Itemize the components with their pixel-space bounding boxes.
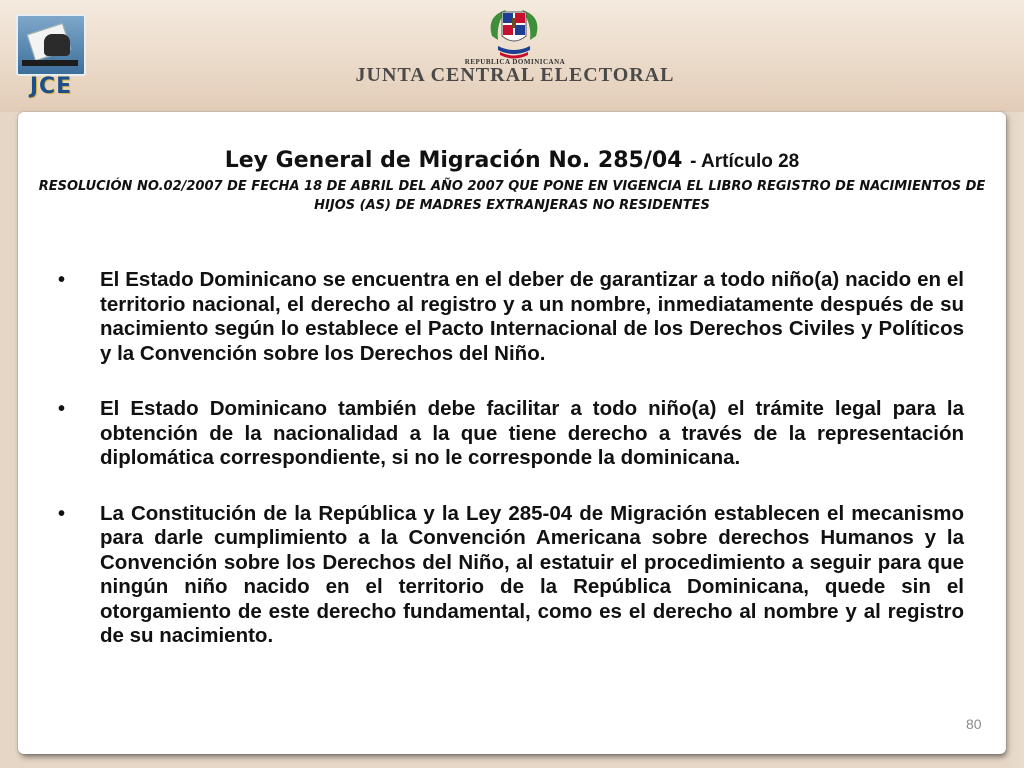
bullet-dot-icon: • bbox=[58, 502, 66, 525]
organization-name: JUNTA CENTRAL ELECTORAL bbox=[355, 64, 675, 86]
bullet-list bbox=[52, 268, 964, 680]
bullet-dot-icon: • bbox=[58, 398, 66, 420]
slide-edge-shadow bbox=[1002, 112, 1024, 768]
page-number: 80 bbox=[966, 716, 982, 732]
bullet-item bbox=[52, 268, 964, 366]
ballot-slot bbox=[22, 60, 78, 66]
bullet-text: La Constitución de la República y la Ley 285-04 de Migración establecen el mecanismo para darle cumplimiento a la Convención Americana sobre derechos Humanos y la Convención sobre los Derechos del Niño, al estatuir el procedimiento a seguir para que ningún niño nacido en el territorio de la República Dominicana, quede sin el otorgamiento de este derecho fundamental, como es el derecho al nombre y al registro de su nacimiento. bbox=[100, 501, 964, 647]
title-main: Ley General de Migración No. 285/04 bbox=[224, 148, 683, 173]
slide-title bbox=[20, 148, 1004, 173]
logo-text: JCE bbox=[29, 74, 73, 99]
bullet-text: El Estado Dominicano se encuentra en el deber de garantizar a todo niño(a) nacido en el territorio nacional, el derecho al registro y a un nombre, inmediatamente después de su nacimiento según lo establece el Pacto Internacional de los Derechos Civiles y Políticos y la Convención sobre los Derechos del Niño. bbox=[100, 268, 964, 365]
title-suffix: - Artículo 28 bbox=[690, 151, 800, 172]
hand-icon bbox=[44, 34, 70, 56]
coat-of-arms-icon bbox=[484, 6, 544, 60]
bullet-text: El Estado Dominicano también debe facilitar a todo niño(a) el trámite legal para la obtención de la nacionalidad a la que tiene derecho a través de la representación diplomática correspondiente, si no le corresponde la dominicana. bbox=[100, 397, 964, 469]
country-name: REPUBLICA DOMINICANA bbox=[464, 58, 566, 66]
title-block bbox=[20, 148, 1004, 215]
jce-logo bbox=[14, 10, 88, 100]
resolution-subtitle: RESOLUCIÓN NO.02/2007 DE FECHA 18 DE ABRIL DEL AÑO 2007 QUE PONE EN VIGENCIA EL LIBRO REGISTRO DE NACIMIENTOS DE HIJOS (AS) DE MADRES EXTRANJERAS NO RESIDENTES bbox=[38, 179, 986, 213]
bullet-item bbox=[52, 397, 964, 471]
bullet-item bbox=[52, 502, 964, 649]
bullet-dot-icon: • bbox=[58, 269, 66, 291]
